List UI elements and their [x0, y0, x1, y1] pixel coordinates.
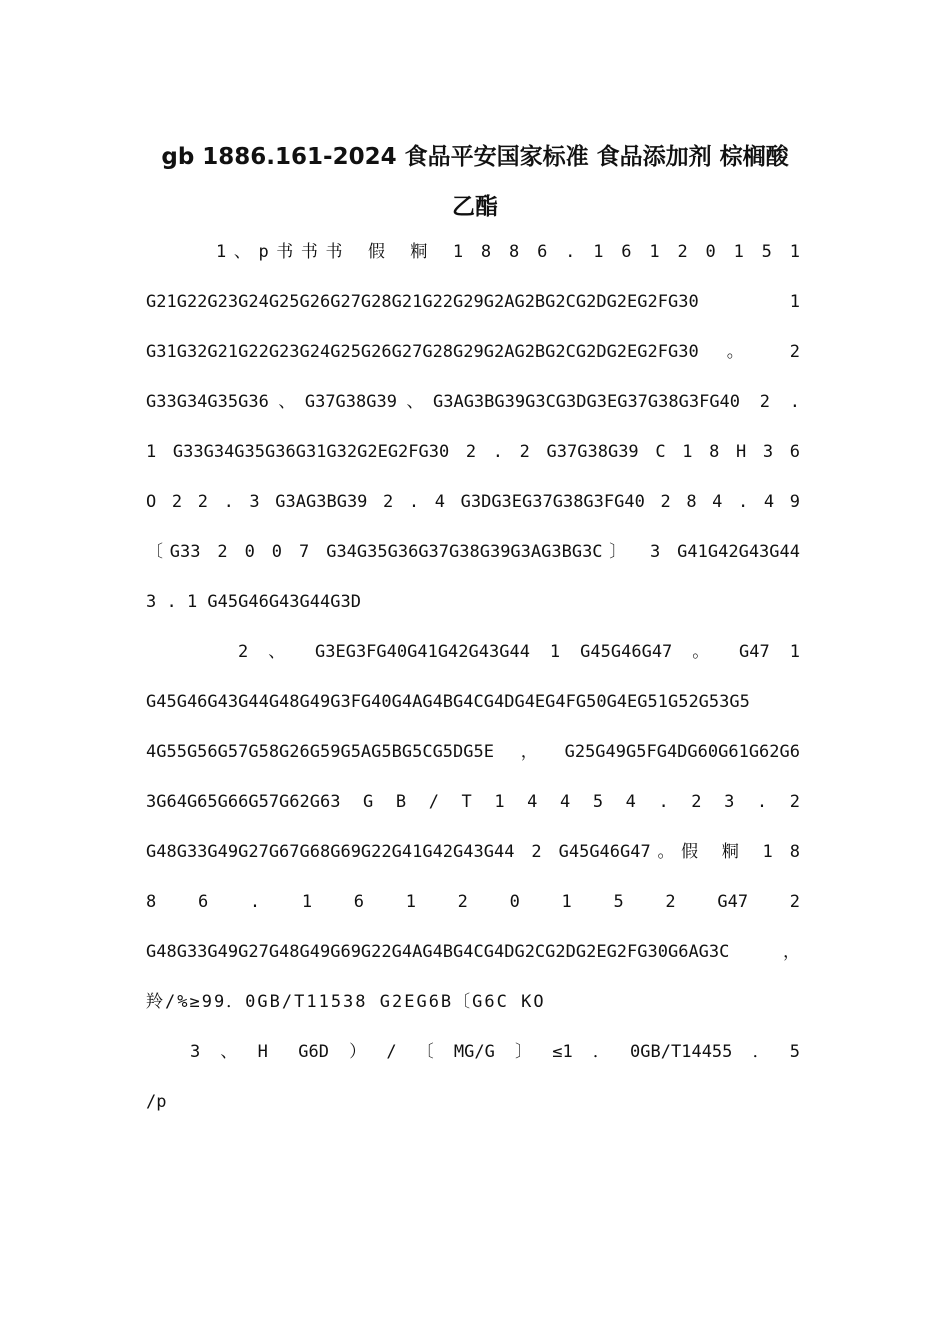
body-line-3: G31G32G21G22G23G24G25G26G27G28G29G2AG2BG2CG2DG2EG2FG30 。 2 [146, 342, 800, 362]
body-line-5: 1 G33G34G35G36G31G32G2EG2FG30 2 . 2 G37G38G39 C 1 8 H 3 6 [146, 442, 800, 462]
body-line-4: G33G34G35G36、G37G38G39、G3AG3BG39G3CG3DG3EG37G38G3FG40 2 . [146, 392, 800, 412]
document-title-line-2: 乙酯 [452, 194, 498, 220]
body-line-12: 3G64G65G66G57G62G63 G B / T 1 4 4 5 4 . 2 3 . 2 [146, 792, 800, 812]
body-line-16: 羚/%≥99．0GB/T11538 G2EG6B〔G6C KO [146, 992, 546, 1012]
body-line-2: G21G22G23G24G25G26G27G28G21G22G29G2AG2BG2CG2DG2EG2FG30 1 [146, 292, 800, 312]
body-line-13: G48G33G49G27G67G68G69G22G41G42G43G44 2 G45G46G47。假 粡 1 8 [146, 842, 800, 862]
body-line-11: 4G55G56G57G58G26G59G5AG5BG5CG5DG5E，G25G49G5FG4DG60G61G62G6 [146, 742, 800, 762]
body-line-17: 3、H G6D）/〔MG/G〕≤1．0GB/T14455．5 [190, 1042, 800, 1062]
body-line-9: 2 、 G3EG3FG40G41G42G43G44 1 G45G46G47 。 G47 1 [238, 642, 800, 662]
body-line-8: 3 . 1 G45G46G43G44G3D [146, 592, 361, 612]
body-line-18: /p [146, 1092, 167, 1112]
body-line-7: 〔G33 2 0 0 7 G34G35G36G37G38G39G3AG3BG3C〕 3 G41G42G43G44 [146, 542, 800, 562]
body-line-6: O 2 2 . 3 G3AG3BG39 2 . 4 G3DG3EG37G38G3FG40 2 8 4 . 4 9 [146, 492, 800, 512]
body-line-15: G48G33G49G27G48G49G69G22G4AG4BG4CG4DG2CG2DG2EG2FG30G6AG3C， [146, 942, 800, 962]
body-line-1: 1、p书书书 假 粡 1 8 8 6 . 1 6 1 2 0 1 5 1 [216, 242, 800, 262]
document-title-line-1: gb 1886.161-2024 食品平安国家标准 食品添加剂 棕榈酸 [161, 144, 789, 170]
body-line-14: 8 6 . 1 6 1 2 0 1 5 2 G47 2 [146, 892, 800, 912]
body-line-10: G45G46G43G44G48G49G3FG40G4AG4BG4CG4DG4EG4FG50G4EG51G52G53G5 [146, 692, 750, 712]
